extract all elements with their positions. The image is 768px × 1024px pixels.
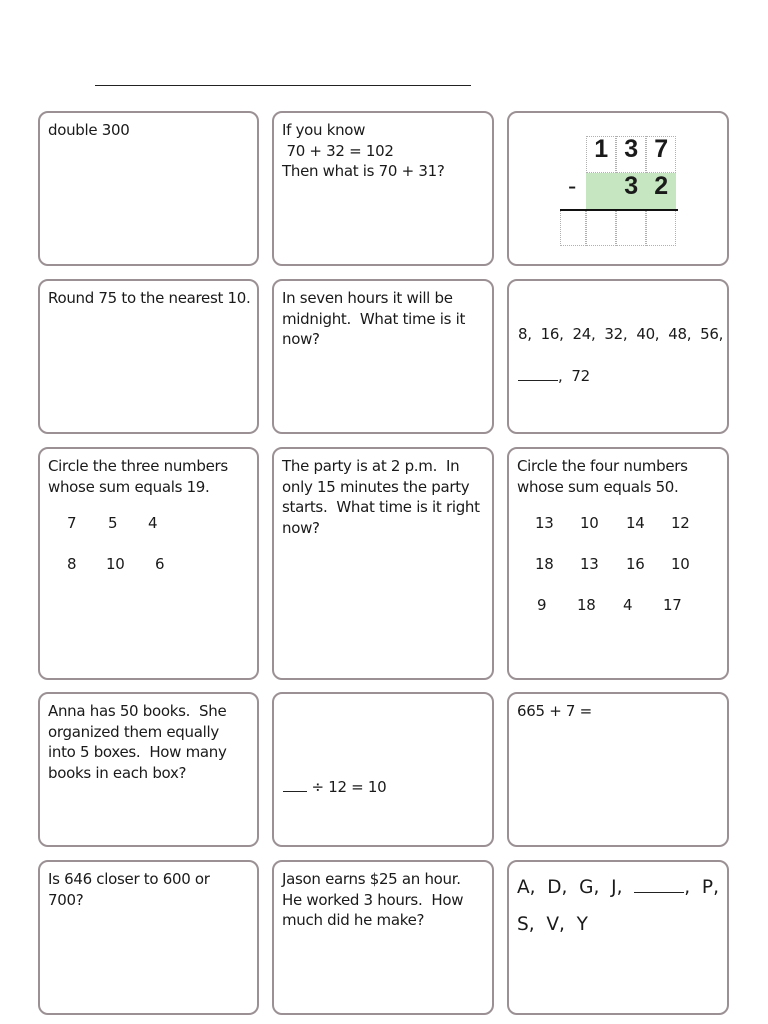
grid-cell <box>560 210 586 246</box>
number-choice[interactable]: 10 <box>106 555 125 573</box>
bottom-digit: 2 <box>654 172 668 200</box>
problem-box-14 <box>272 860 494 1015</box>
problem-text: double 300 <box>48 121 130 139</box>
problem-box-6 <box>507 279 729 434</box>
problem-line: Is 646 closer to 600 or <box>48 870 210 888</box>
problem-line: whose sum equals 19. <box>48 477 210 496</box>
number-choice[interactable]: 4 <box>148 514 158 532</box>
minus-sign: - <box>568 172 577 200</box>
problem-text: Round 75 to the nearest 10. <box>48 289 251 307</box>
problem-line: The party is at 2 p.m. In <box>282 457 460 475</box>
grid-cell <box>646 210 676 246</box>
letter-sequence-start: A, D, G, J, <box>517 877 635 898</box>
answer-blank[interactable] <box>283 777 307 792</box>
problem-box-1 <box>38 111 259 266</box>
number-choice[interactable]: 4 <box>623 596 633 614</box>
letter-sequence-mid: , P, <box>684 877 719 898</box>
problem-box-2 <box>272 111 494 266</box>
problem-box-15 <box>507 860 729 1015</box>
number-choice[interactable]: 16 <box>626 555 645 573</box>
number-choice[interactable]: 13 <box>580 555 599 573</box>
top-digit: 7 <box>654 135 668 163</box>
problem-line: Circle the three numbers <box>48 457 228 475</box>
problem-box-8 <box>272 447 494 680</box>
problem-line: 700? <box>48 890 84 909</box>
problem-line: only 15 minutes the party <box>282 477 470 496</box>
problem-line: into 5 boxes. How many <box>48 743 227 761</box>
answer-blank[interactable] <box>634 875 684 893</box>
number-choice[interactable]: 8 <box>67 555 77 573</box>
problem-box-12 <box>507 692 729 847</box>
problem-box-3 <box>507 111 729 266</box>
problem-line: If you know <box>282 121 366 139</box>
number-choice[interactable]: 12 <box>671 514 690 532</box>
problem-box-10 <box>38 692 259 847</box>
sequence-line-2 <box>518 366 590 387</box>
number-choice[interactable]: 17 <box>663 596 682 614</box>
problem-line: Then what is 70 + 31? <box>282 162 445 180</box>
problem-box-11 <box>272 692 494 847</box>
number-choice[interactable]: 7 <box>67 514 77 532</box>
number-choice[interactable]: 10 <box>671 555 690 573</box>
problem-box-9 <box>507 447 729 680</box>
problem-line: Jason earns $25 an hour. <box>282 870 461 888</box>
division-equation <box>283 777 386 798</box>
bottom-digit: 3 <box>624 172 638 200</box>
problem-line: whose sum equals 50. <box>517 477 679 496</box>
grid-cell <box>586 210 616 246</box>
problem-line: starts. What time is it right <box>282 498 480 516</box>
problem-line: In seven hours it will be <box>282 289 453 307</box>
problem-line: much did he make? <box>282 911 425 929</box>
problem-line: now? <box>282 330 320 348</box>
subtraction-rule <box>560 209 678 211</box>
problem-box-13 <box>38 860 259 1015</box>
problem-line: organized them equally <box>48 722 219 741</box>
problem-box-5 <box>272 279 494 434</box>
problem-box-7 <box>38 447 259 680</box>
number-choice[interactable]: 6 <box>155 555 165 573</box>
problem-line: 70 + 32 = 102 <box>282 141 394 160</box>
problem-box-4 <box>38 279 259 434</box>
problem-line: now? <box>282 518 320 537</box>
top-digit: 1 <box>594 135 608 163</box>
number-choice[interactable]: 5 <box>108 514 118 532</box>
problem-line: Circle the four numbers <box>517 457 688 475</box>
number-choice[interactable]: 13 <box>535 514 554 532</box>
number-choice[interactable]: 18 <box>577 596 596 614</box>
division-rest: ÷ 12 = 10 <box>307 778 387 796</box>
top-digit: 3 <box>624 135 638 163</box>
answer-blank[interactable] <box>518 366 558 381</box>
problem-text: 665 + 7 = <box>517 702 592 720</box>
number-choice[interactable]: 10 <box>580 514 599 532</box>
sequence-end: , 72 <box>558 367 590 385</box>
number-choice[interactable]: 9 <box>537 596 547 614</box>
problem-line: midnight. What time is it <box>282 309 466 328</box>
number-choice[interactable]: 18 <box>535 555 554 573</box>
subtraction-grid <box>560 136 680 246</box>
number-choice[interactable]: 14 <box>626 514 645 532</box>
problem-line: Anna has 50 books. She <box>48 702 227 720</box>
sequence-line: 8, 16, 24, 32, 40, 48, 56, <box>518 325 724 343</box>
letter-sequence-line-1 <box>517 869 719 906</box>
letter-sequence-line-2: S, V, Y <box>517 914 588 935</box>
problem-line: He worked 3 hours. How <box>282 890 464 909</box>
grid-cell <box>616 210 646 246</box>
name-line <box>95 85 471 86</box>
problem-line: books in each box? <box>48 763 187 782</box>
